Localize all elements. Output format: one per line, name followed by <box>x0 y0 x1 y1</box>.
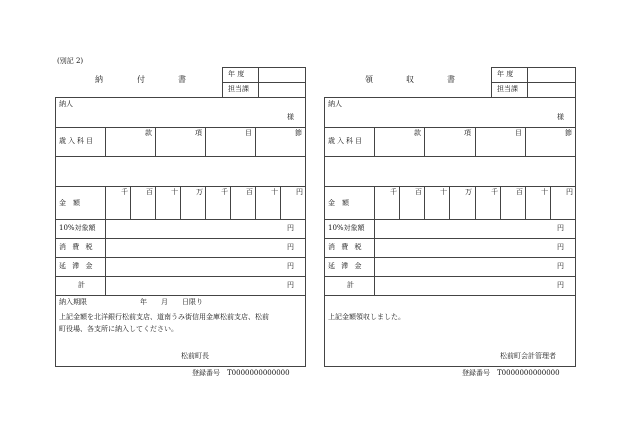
yen-unit: 円 <box>557 224 564 232</box>
digit-label: 百 <box>146 188 153 196</box>
yen-unit: 円 <box>557 281 564 289</box>
revenue-item-label: 歳入科目 <box>328 137 364 145</box>
title-char: 領 <box>365 75 373 84</box>
late-fee-label: 延 滞 金 <box>328 262 364 270</box>
registration-number: 登録番号 T0000000000000 <box>462 369 560 377</box>
title-char: 納 <box>95 75 103 84</box>
digit-label: 十 <box>440 188 447 196</box>
dept-field[interactable] <box>528 83 574 96</box>
payer-label: 納人 <box>328 100 342 108</box>
digit-label: 万 <box>196 188 203 196</box>
signer: 松前町長 <box>181 352 209 360</box>
digit-label: 百 <box>516 188 523 196</box>
digit-label: 円 <box>566 188 573 196</box>
honorific: 様 <box>287 113 294 121</box>
item-col-setsu: 節 <box>295 129 302 137</box>
amount-label: 金 額 <box>328 199 349 207</box>
digit-label: 十 <box>271 188 278 196</box>
total-label: 計 <box>78 281 85 289</box>
year-field[interactable] <box>528 68 574 81</box>
digit-label: 千 <box>121 188 128 196</box>
deadline-label: 納入期限 <box>59 298 87 306</box>
payment-instruction: 上記金額を北洋銀行松前支店、道南うみ街信用金庫松前支店、松前 <box>59 313 269 321</box>
year-label: 年 度 <box>228 70 245 78</box>
title-char: 書 <box>447 75 455 84</box>
consumption-tax-label: 消 費 税 <box>328 243 364 251</box>
item-col-kou: 項 <box>195 129 202 137</box>
title-char: 付 <box>137 75 145 84</box>
taxable-amount-label: 10%対象額 <box>59 224 96 232</box>
digit-label: 円 <box>296 188 303 196</box>
deadline-date: 年 月 日限り <box>140 298 203 306</box>
item-col-moku: 目 <box>515 129 522 137</box>
registration-number: 登録番号 T0000000000000 <box>192 369 290 377</box>
title-char: 書 <box>178 75 186 84</box>
item-col-moku: 目 <box>245 129 252 137</box>
yen-unit: 円 <box>557 243 564 251</box>
item-col-kan: 款 <box>145 129 152 137</box>
item-col-kou: 項 <box>464 129 471 137</box>
receipt-note: 上記金額領収しました。 <box>328 313 405 321</box>
digit-label: 十 <box>541 188 548 196</box>
yen-unit: 円 <box>557 262 564 270</box>
digit-label: 千 <box>491 188 498 196</box>
digit-label: 十 <box>171 188 178 196</box>
title-char: 収 <box>406 75 414 84</box>
consumption-tax-label: 消 費 税 <box>59 243 95 251</box>
digit-label: 千 <box>221 188 228 196</box>
total-label: 計 <box>347 281 354 289</box>
digit-label: 百 <box>246 188 253 196</box>
digit-label: 千 <box>390 188 397 196</box>
honorific: 様 <box>557 113 564 121</box>
item-col-setsu: 節 <box>565 129 572 137</box>
late-fee-label: 延 滞 金 <box>59 262 95 270</box>
signer: 松前町会計管理者 <box>500 352 556 360</box>
yen-unit: 円 <box>287 224 294 232</box>
yen-unit: 円 <box>287 243 294 251</box>
yen-unit: 円 <box>287 281 294 289</box>
payment-instruction-cont: 町役場、各支所に納入してください。 <box>59 325 178 333</box>
payer-label: 納人 <box>59 100 73 108</box>
digit-label: 百 <box>415 188 422 196</box>
year-label: 年 度 <box>497 70 514 78</box>
yen-unit: 円 <box>287 262 294 270</box>
digit-label: 万 <box>465 188 472 196</box>
dept-label: 担当課 <box>228 85 249 93</box>
amount-label: 金 額 <box>59 199 80 207</box>
revenue-item-label: 歳入科目 <box>59 137 95 145</box>
item-col-kan: 款 <box>414 129 421 137</box>
header-note: (別記 2) <box>57 57 84 65</box>
taxable-amount-label: 10%対象額 <box>328 224 365 232</box>
payer-name-field[interactable] <box>340 100 550 125</box>
dept-label: 担当課 <box>497 85 518 93</box>
